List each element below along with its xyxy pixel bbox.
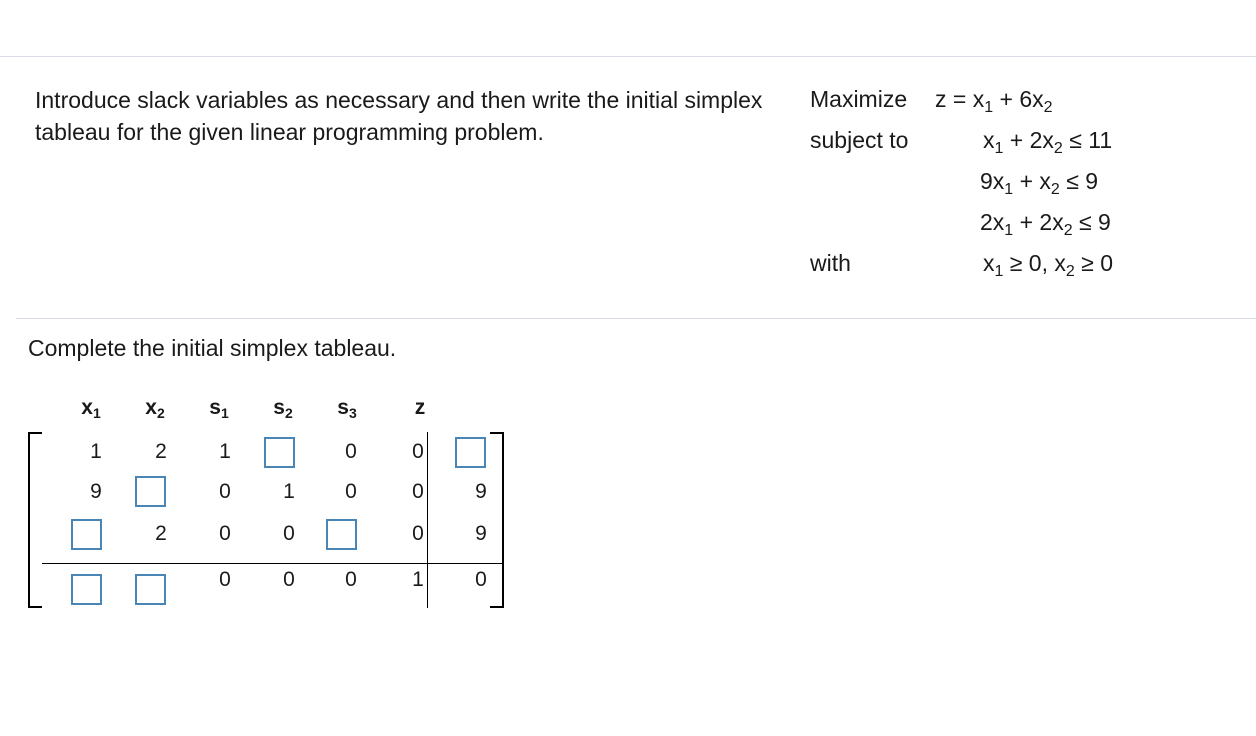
nonnegativity-constraints: $x_1 \ge 0$, $x_2 \ge 0$ <box>983 250 1113 280</box>
top-divider <box>0 56 1256 57</box>
left-bracket <box>28 432 30 608</box>
cell-r4-rhs: 0 <box>475 568 487 591</box>
input-r1-s2[interactable] <box>264 437 295 468</box>
cell-r3-s2: 0 <box>283 522 295 545</box>
header-x2: $x_2$ <box>145 396 165 421</box>
header-s3: $s_3$ <box>337 396 357 421</box>
cell-r4-s3: 0 <box>345 568 357 591</box>
right-bracket-bottom <box>490 606 504 608</box>
right-bracket-top <box>490 432 504 434</box>
cell-r2-s3: 0 <box>345 480 357 503</box>
constraint-1: $x_1 + 2x_2 \le 11$ <box>983 127 1113 157</box>
cell-r1-x1: 1 <box>90 440 102 463</box>
maximize-label: Maximize <box>810 86 908 112</box>
tableau-prompt: Complete the initial simplex tableau. <box>28 335 397 361</box>
input-r4-x1[interactable] <box>71 574 102 605</box>
subject-to-label: subject to <box>810 127 909 153</box>
cell-r1-z: 0 <box>412 440 424 463</box>
input-r3-x1[interactable] <box>71 519 102 550</box>
section-divider <box>16 318 1256 319</box>
header-s2: $s_2$ <box>273 396 293 421</box>
with-label: with <box>810 250 851 276</box>
cell-r2-s1: 0 <box>219 480 231 503</box>
cell-r2-s2: 1 <box>283 480 295 503</box>
cell-r1-s3: 0 <box>345 440 357 463</box>
objective-function: $z = x_1 + 6x_2$ <box>935 86 1053 116</box>
cell-r1-x2: 2 <box>155 440 167 463</box>
header-z: z <box>414 396 426 419</box>
input-r2-x2[interactable] <box>135 476 166 507</box>
left-bracket-top <box>28 432 42 434</box>
input-r3-s3[interactable] <box>326 519 357 550</box>
header-x1: $x_1$ <box>81 396 101 421</box>
input-r1-rhs[interactable] <box>455 437 486 468</box>
constraint-2: $9x_1 + x_2 \le 9$ <box>980 168 1099 198</box>
cell-r4-z: 1 <box>412 568 424 591</box>
cell-r2-z: 0 <box>412 480 424 503</box>
cell-r4-s1: 0 <box>219 568 231 591</box>
left-bracket-bottom <box>28 606 42 608</box>
input-r4-x2[interactable] <box>135 574 166 605</box>
cell-r2-x1: 9 <box>90 480 102 503</box>
header-s1: $s_1$ <box>209 396 229 421</box>
cell-r2-rhs: 9 <box>475 480 487 503</box>
constraint-3: $2x_1 + 2x_2 \le 9$ <box>980 209 1111 239</box>
cell-r3-z: 0 <box>412 522 424 545</box>
cell-r3-rhs: 9 <box>475 522 487 545</box>
cell-r1-s1: 1 <box>219 440 231 463</box>
cell-r3-s1: 0 <box>219 522 231 545</box>
instructions-text: Introduce slack variables as necessary and then write the initial simplex tableau for the given linear programming problem. <box>35 87 763 145</box>
objective-row-separator <box>42 563 502 564</box>
cell-r4-s2: 0 <box>283 568 295 591</box>
right-bracket <box>502 432 504 608</box>
cell-r3-x2: 2 <box>155 522 167 545</box>
